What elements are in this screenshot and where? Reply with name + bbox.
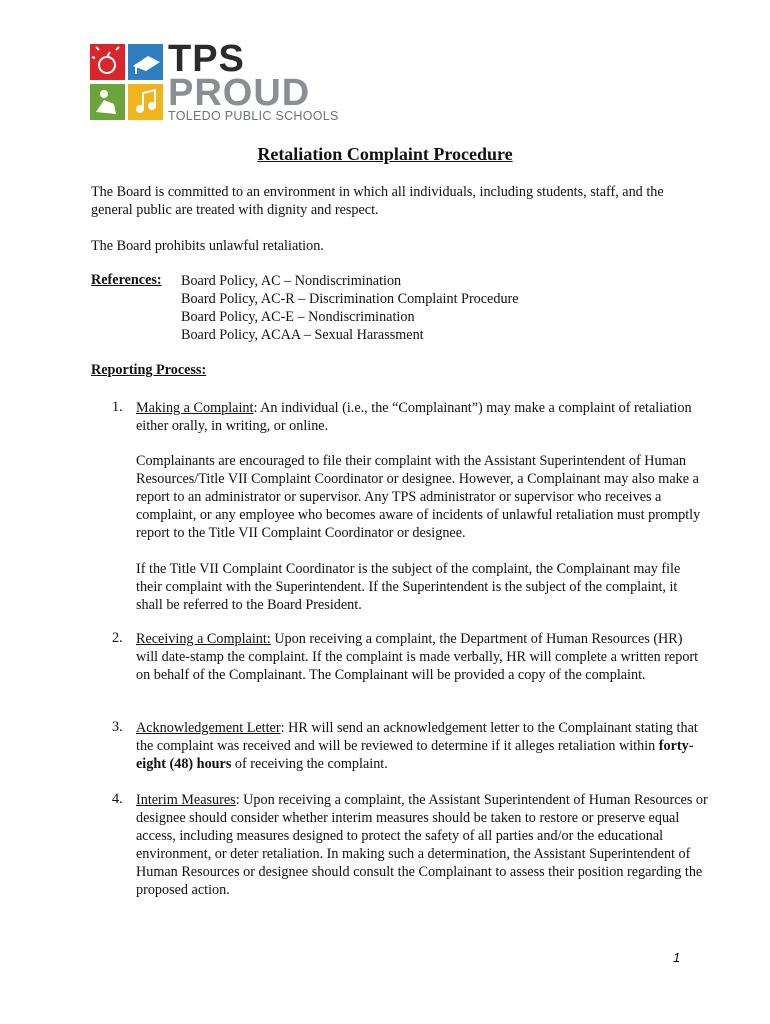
- step-heading: Acknowledgement Letter: [136, 720, 281, 736]
- step-body-end: of receiving the complaint.: [231, 756, 388, 772]
- references-label: References:: [91, 272, 162, 288]
- music-notes-icon: [128, 84, 163, 120]
- logo-tps-text: TPS: [168, 38, 245, 80]
- step-2-text: [136, 630, 706, 684]
- reporting-process-heading: Reporting Process:: [91, 362, 207, 378]
- step-3-text: [136, 719, 714, 773]
- book-reader-icon: [90, 84, 125, 120]
- step-4-text: [136, 791, 710, 899]
- logo-proud-text: PROUD: [168, 72, 311, 114]
- reference-item: Board Policy, ACAA – Sexual Harassment: [181, 327, 424, 343]
- step-number: 3.: [112, 719, 123, 735]
- intro-prohibition: The Board prohibits unlawful retaliation.: [91, 238, 324, 254]
- page-title: Retaliation Complaint Procedure: [257, 144, 513, 164]
- step-body: : HR will send an acknowledgement letter to the Complainant stating that the complaint was received and will be reviewed to determine if it alleges retaliation within: [136, 720, 698, 754]
- graduation-cap-icon: [128, 44, 163, 80]
- step-body: : Upon receiving a complaint, the Assistant Superintendent of Human Resources or designee should consider whether interim measures should be taken to restore or preserve equal access, including measures designed to protect the safety of all parties and/or the educational environment, or deter retaliation. In making such a determination, the Assistant Superintendent of Human Resources or designee should consult the Complainant to assess their position regarding the proposed action.: [136, 792, 708, 898]
- step-number: 1.: [112, 399, 123, 415]
- step-number: 4.: [112, 791, 123, 807]
- step-emphasis: forty-eight (48) hours: [136, 738, 694, 772]
- logo-subtitle: TOLEDO PUBLIC SCHOOLS: [168, 109, 339, 123]
- step-1-coordinator-paragraph: Complainants are encouraged to file their complaint with the Assistant Superintendent of Human Resources/Title VII Complaint Coordinator or designee. However, a Complainant may also make a report to an administrator or supervisor. Any TPS administrator or supervisor who receives a complaint, or any employee who becomes aware of incidents of unlawful retaliation must promptly report to the Title VII Complaint Coordinator or designee.: [136, 453, 701, 541]
- reference-item: Board Policy, AC-E – Nondiscrimination: [181, 309, 415, 325]
- step-heading: Making a Complaint: [136, 400, 254, 416]
- step-body: Upon receiving a complaint, the Department of Human Resources (HR) will date-stamp the complaint. If the complaint is made verbally, HR will complete a written report on behalf of the Complainant. The Complainant will be provided a copy of the complaint.: [136, 631, 699, 683]
- step-1-superintendent-paragraph: If the Title VII Complaint Coordinator is the subject of the complaint, the Complainant may file their complaint with the Superintendent. If the Superintendent is the subject of the complaint, it shall be referred to the Board President.: [136, 561, 681, 613]
- intro-paragraph: The Board is committed to an environment in which all individuals, including students, staff, and the general public are treated with dignity and respect.: [91, 184, 664, 218]
- step-heading: Receiving a Complaint:: [136, 631, 271, 647]
- reference-item: Board Policy, AC – Nondiscrimination: [181, 273, 402, 289]
- tps-proud-logo: [90, 38, 380, 124]
- logo-tiles: [90, 44, 164, 122]
- step-number: 2.: [112, 630, 123, 646]
- step-1-text: [136, 399, 706, 435]
- reference-item: Board Policy, AC-R – Discrimination Complaint Procedure: [181, 291, 519, 307]
- step-heading: Interim Measures: [136, 792, 236, 808]
- step-body: : An individual (i.e., the “Complainant”) may make a complaint of retaliation either orally, in writing, or online.: [136, 400, 692, 434]
- apple-icon: [90, 44, 125, 80]
- page-number: 1: [673, 950, 681, 965]
- references-list: [181, 272, 519, 344]
